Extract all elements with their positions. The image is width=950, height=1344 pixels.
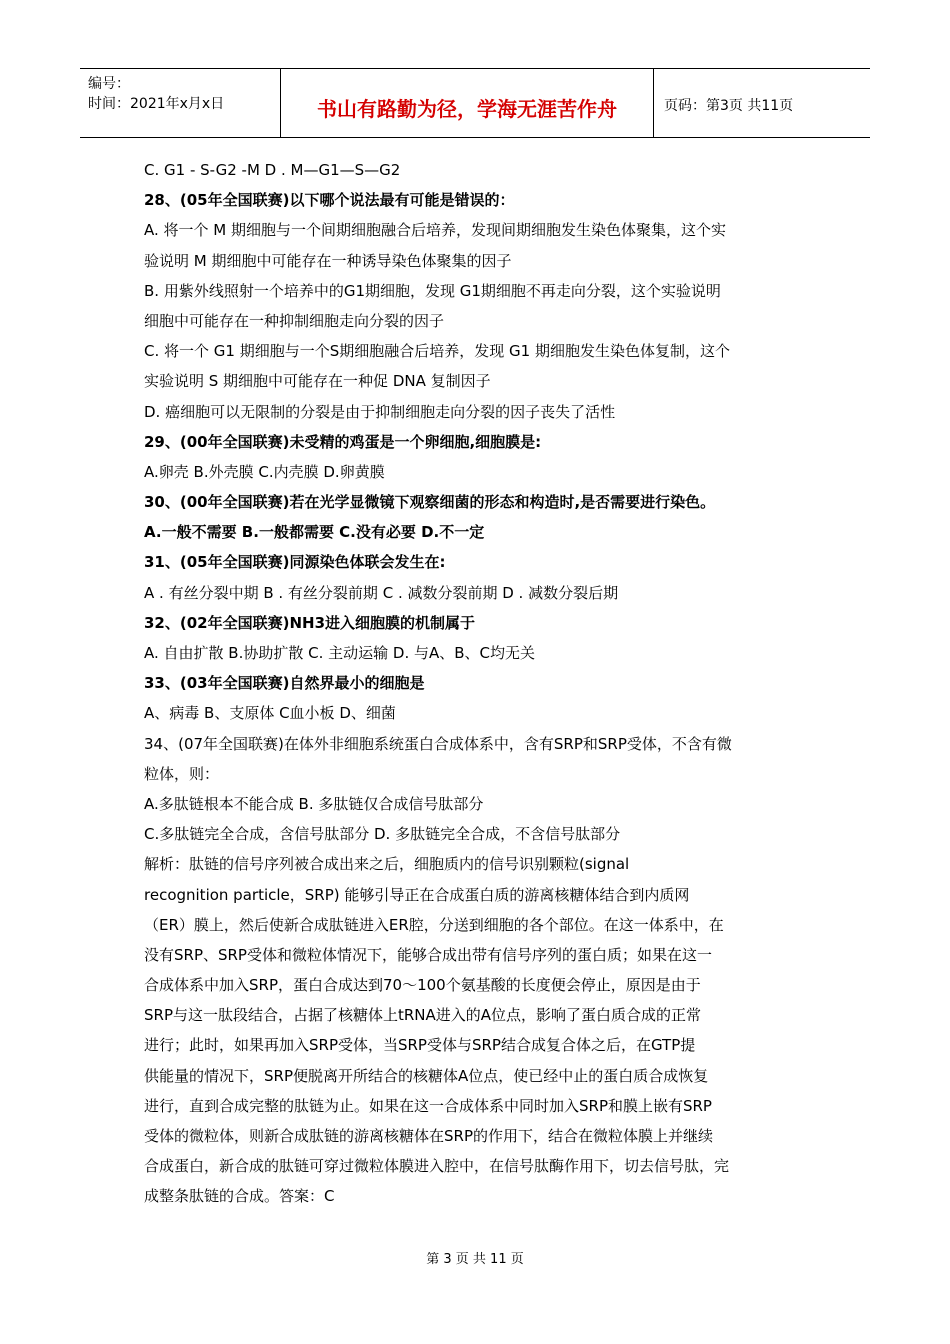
text-line: A. 自由扩散 B.协助扩散 C. 主动运输 D. 与A、B、C均无关 [144,644,536,662]
text-line: A.多肽链根本不能合成 B. 多肽链仅合成信号肽部分 [144,794,484,813]
text-line: 实验说明 S 期细胞中可能存在一种促 DNA 复制因子 [144,372,491,391]
text-line: 细胞中可能存在一种抑制细胞走向分裂的因子 [144,311,445,330]
text-line: B. 用紫外线照射一个培养中的G1期细胞，发现 G1期细胞不再走向分裂，这个实验说明 [144,281,721,300]
analysis-line: 没有SRP、SRP受体和微粒体情况下，能够合成出带有信号序列的蛋白质；如果在这一 [144,945,712,964]
question-30: 30、(00年全国联赛)若在光学显微镜下观察细菌的形态和构造时,是否需要进行染色。 [144,493,716,512]
text-line: C.多肽链完全合成，含信号肽部分 D. 多肽链完全合成，不含信号肽部分 [144,825,621,844]
text-line: A.卵壳 B.外壳膜 C.内壳膜 D.卵黄膜 [144,462,385,481]
text-line: D. 癌细胞可以无限制的分裂是由于抑制细胞走向分裂的因子丧失了活性 [144,402,616,421]
question-31: 31、(05年全国联赛)同源染色体联会发生在: [144,553,446,572]
analysis-line: recognition particle，SRP) 能够引导正在合成蛋白质的游离核糖体结合到内质网 [144,885,690,904]
analysis-line: SRP与这一肽段结合，占据了核糖体上tRNA进入的A位点，影响了蛋白质合成的正常 [144,1006,702,1025]
analysis-line: 进行；此时，如果再加入SRP受体，当SRP受体与SRP结合成复合体之后，在GTP提 [144,1036,696,1055]
page-footer: 第 3 页 共 11 页 [426,1252,524,1267]
text-line: A. 将一个 M 期细胞与一个间期细胞融合后培养，发现间期细胞发生染色体聚集，这个实 [144,221,727,240]
header-page-cell [654,69,870,137]
analysis-line: 成整条肽链的合成。答案：C [144,1187,335,1206]
question-33: 33、(03年全国联赛)自然界最小的细胞是 [144,674,425,693]
motto: 书山有路勤为径，学海无涯苦作舟 [317,97,617,121]
text-line: A、病毒 B、支原体 C血小板 D、细菌 [144,704,396,723]
question-34: 34、(07年全国联赛)在体外非细胞系统蛋白合成体系中，含有SRP和SRP受体，不含有微 [144,734,732,753]
page-number-label: 页码：第3页 共11页 [664,98,794,114]
page-header [80,68,870,138]
document-body [144,158,812,1215]
analysis-line: 解析：肽链的信号序列被合成出来之后，细胞质内的信号识别颗粒(signal [144,855,630,874]
number-label: 编号： [88,76,130,92]
analysis-line: 合成体系中加入SRP，蛋白合成达到70～100个氨基酸的长度便会停止，原因是由于 [144,976,701,995]
analysis-line: 合成蛋白，新合成的肽链可穿过微粒体膜进入腔中，在信号肽酶作用下，切去信号肽，完 [144,1157,730,1176]
analysis-line: 受体的微粒体，则新合成肽链的游离核糖体在SRP的作用下，结合在微粒体膜上并继续 [144,1127,713,1145]
text-line: 验说明 M 期细胞中可能存在一种诱导染色体聚集的因子 [144,251,512,270]
text-line: A.一般不需要 B.一般都需要 C.没有必要 D.不一定 [144,523,485,542]
time-label: 时间：2021年x月x日 [88,96,225,112]
header-meta-cell [80,69,281,137]
question-28: 28、(05年全国联赛)以下哪个说法最有可能是错误的： [144,191,515,210]
text-line: C. 将一个 G1 期细胞与一个S期细胞融合后培养，发现 G1 期细胞发生染色体复制，这个 [144,342,730,361]
text-line: 粒体，则： [144,764,220,783]
question-32: 32、(02年全国联赛)NH3进入细胞膜的机制属于 [144,613,476,632]
text-line: C. G1 - S-G2 -M D . M—G1—S—G2 [144,161,401,179]
text-line: A . 有丝分裂中期 B . 有丝分裂前期 C . 减数分裂前期 D . 减数分裂后期 [144,583,619,602]
analysis-line: 进行，直到合成完整的肽链为止。如果在这一合成体系中同时加入SRP和膜上嵌有SRP [144,1096,712,1115]
analysis-line: 供能量的情况下，SRP便脱离开所结合的核糖体A位点，使已经中止的蛋白质合成恢复 [144,1066,709,1085]
question-29: 29、(00年全国联赛)未受精的鸡蛋是一个卵细胞,细胞膜是: [144,432,542,451]
analysis-line: （ER）膜上，然后使新合成肽链进入ER腔，分送到细胞的各个部位。在这一体系中，在 [144,915,724,934]
header-motto-cell [281,69,654,137]
